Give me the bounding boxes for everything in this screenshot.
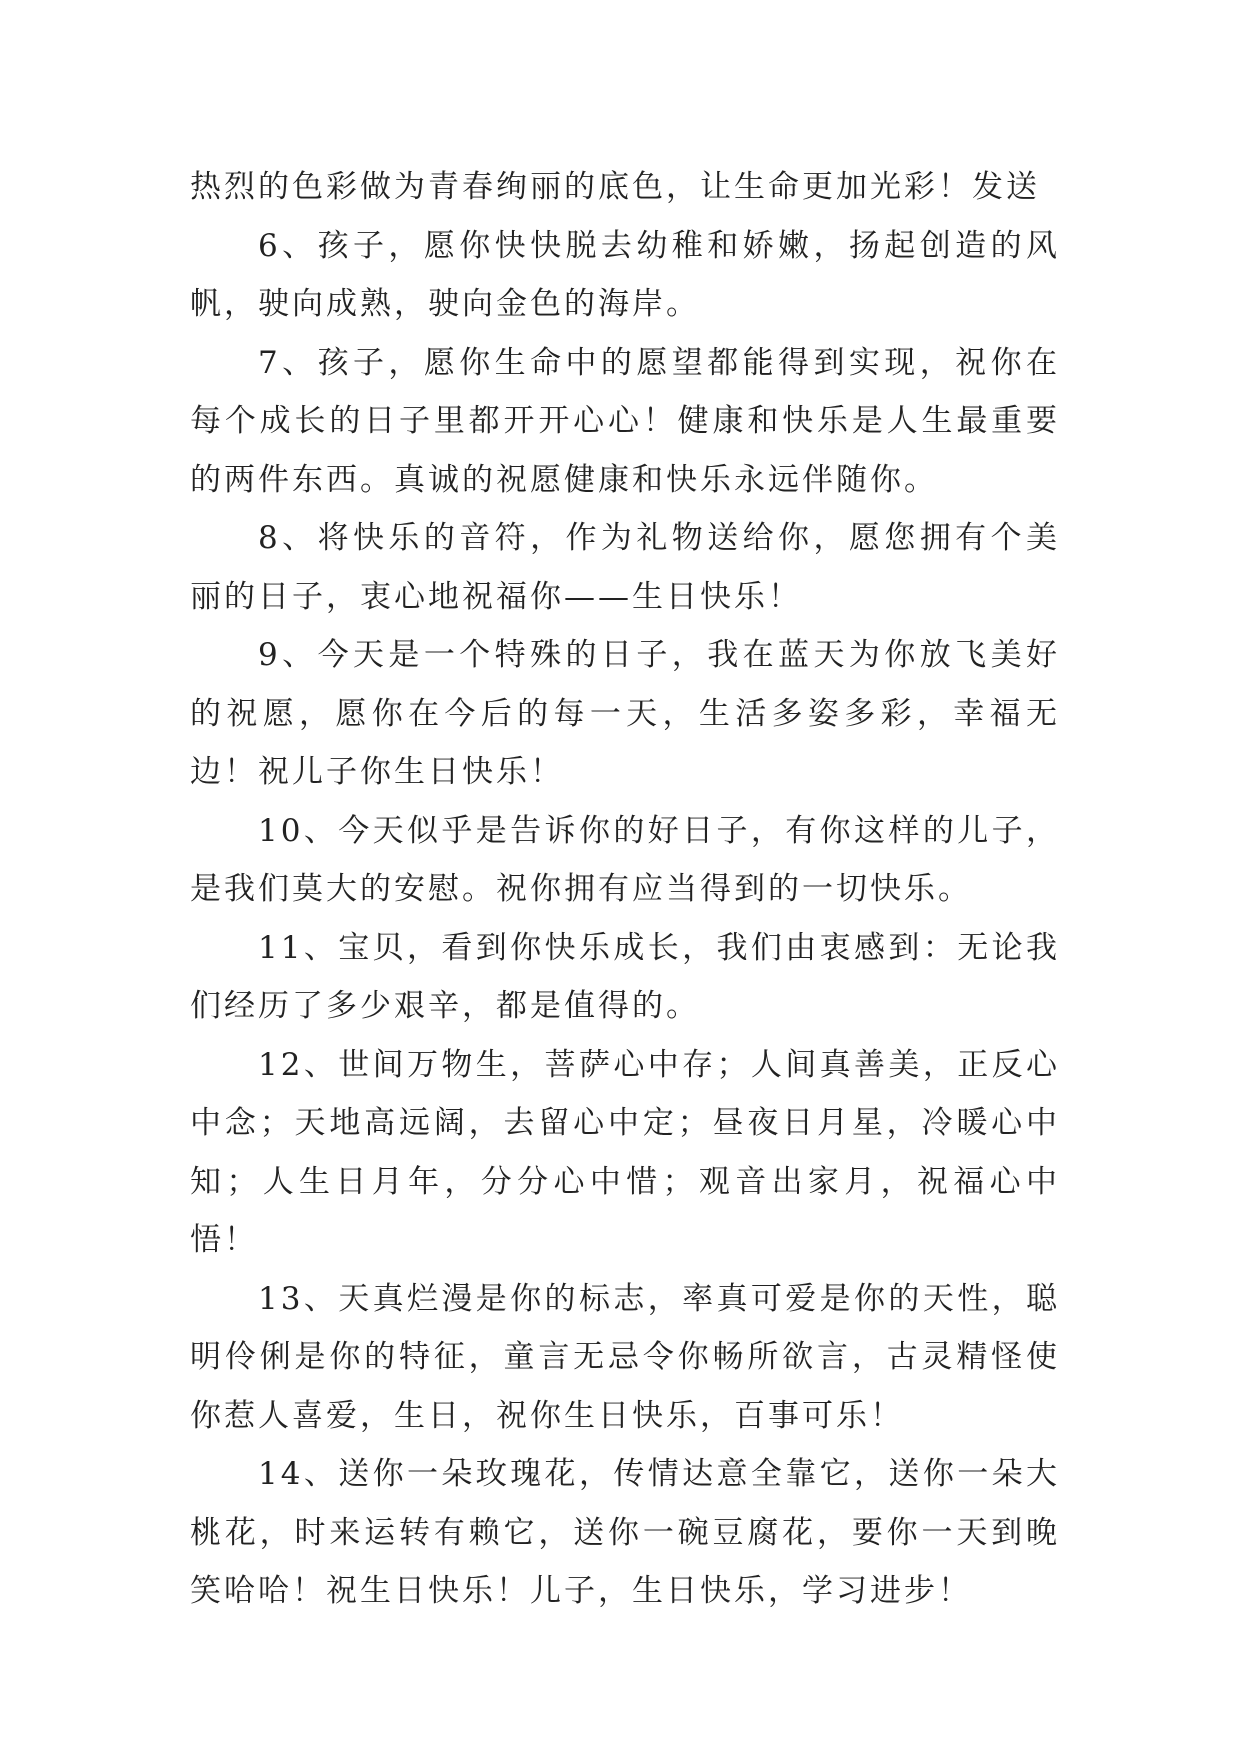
wish-item-9: 9、今天是一个特殊的日子，我在蓝天为你放飞美好的祝愿，愿你在今后的每一天，生活多姿多彩，幸福无边！祝儿子你生日快乐！ (190, 637, 1060, 790)
wish-item-13: 13、天真烂漫是你的标志，率真可爱是你的天性，聪明伶俐是你的特征，童言无忌令你畅所欲言，古灵精怪使你惹人喜爱，生日，祝你生日快乐，百事可乐！ (190, 1280, 1060, 1434)
wish-item-8: 8、将快乐的音符，作为礼物送给你，愿您拥有个美丽的日子，衷心地祝福你——生日快乐！ (190, 520, 1060, 615)
wish-item-6: 6、孩子，愿你快快脱去幼稚和娇嫩，扬起创造的风帆，驶向成熟，驶向金色的海岸。 (190, 227, 1060, 322)
paragraph-continuation: 热烈的色彩做为青春绚丽的底色，让生命更加光彩！发送 (190, 169, 1040, 205)
wish-item-11: 11、宝贝，看到你快乐成长，我们由衷感到：无论我们经历了多少艰辛，都是值得的。 (190, 929, 1060, 1024)
document-body (190, 158, 1060, 1621)
wish-item-12: 12、世间万物生，菩萨心中存；人间真善美，正反心中念；天地高远阔，去留心中定；昼夜日月星，冷暖心中知；人生日月年，分分心中惜；观音出家月，祝福心中悟！ (190, 1046, 1060, 1258)
wish-item-14: 14、送你一朵玫瑰花，传情达意全靠它，送你一朵大桃花，时来运转有赖它，送你一碗豆腐花，要你一天到晚笑哈哈！祝生日快乐！儿子，生日快乐，学习进步！ (190, 1456, 1060, 1609)
wish-item-10: 10、今天似乎是告诉你的好日子，有你这样的儿子，是我们莫大的安慰。祝你拥有应当得到的一切快乐。 (190, 812, 1060, 907)
wish-item-7: 7、孩子，愿你生命中的愿望都能得到实现，祝你在每个成长的日子里都开开心心！健康和快乐是人生最重要的两件东西。真诚的祝愿健康和快乐永远伴随你。 (190, 344, 1060, 498)
